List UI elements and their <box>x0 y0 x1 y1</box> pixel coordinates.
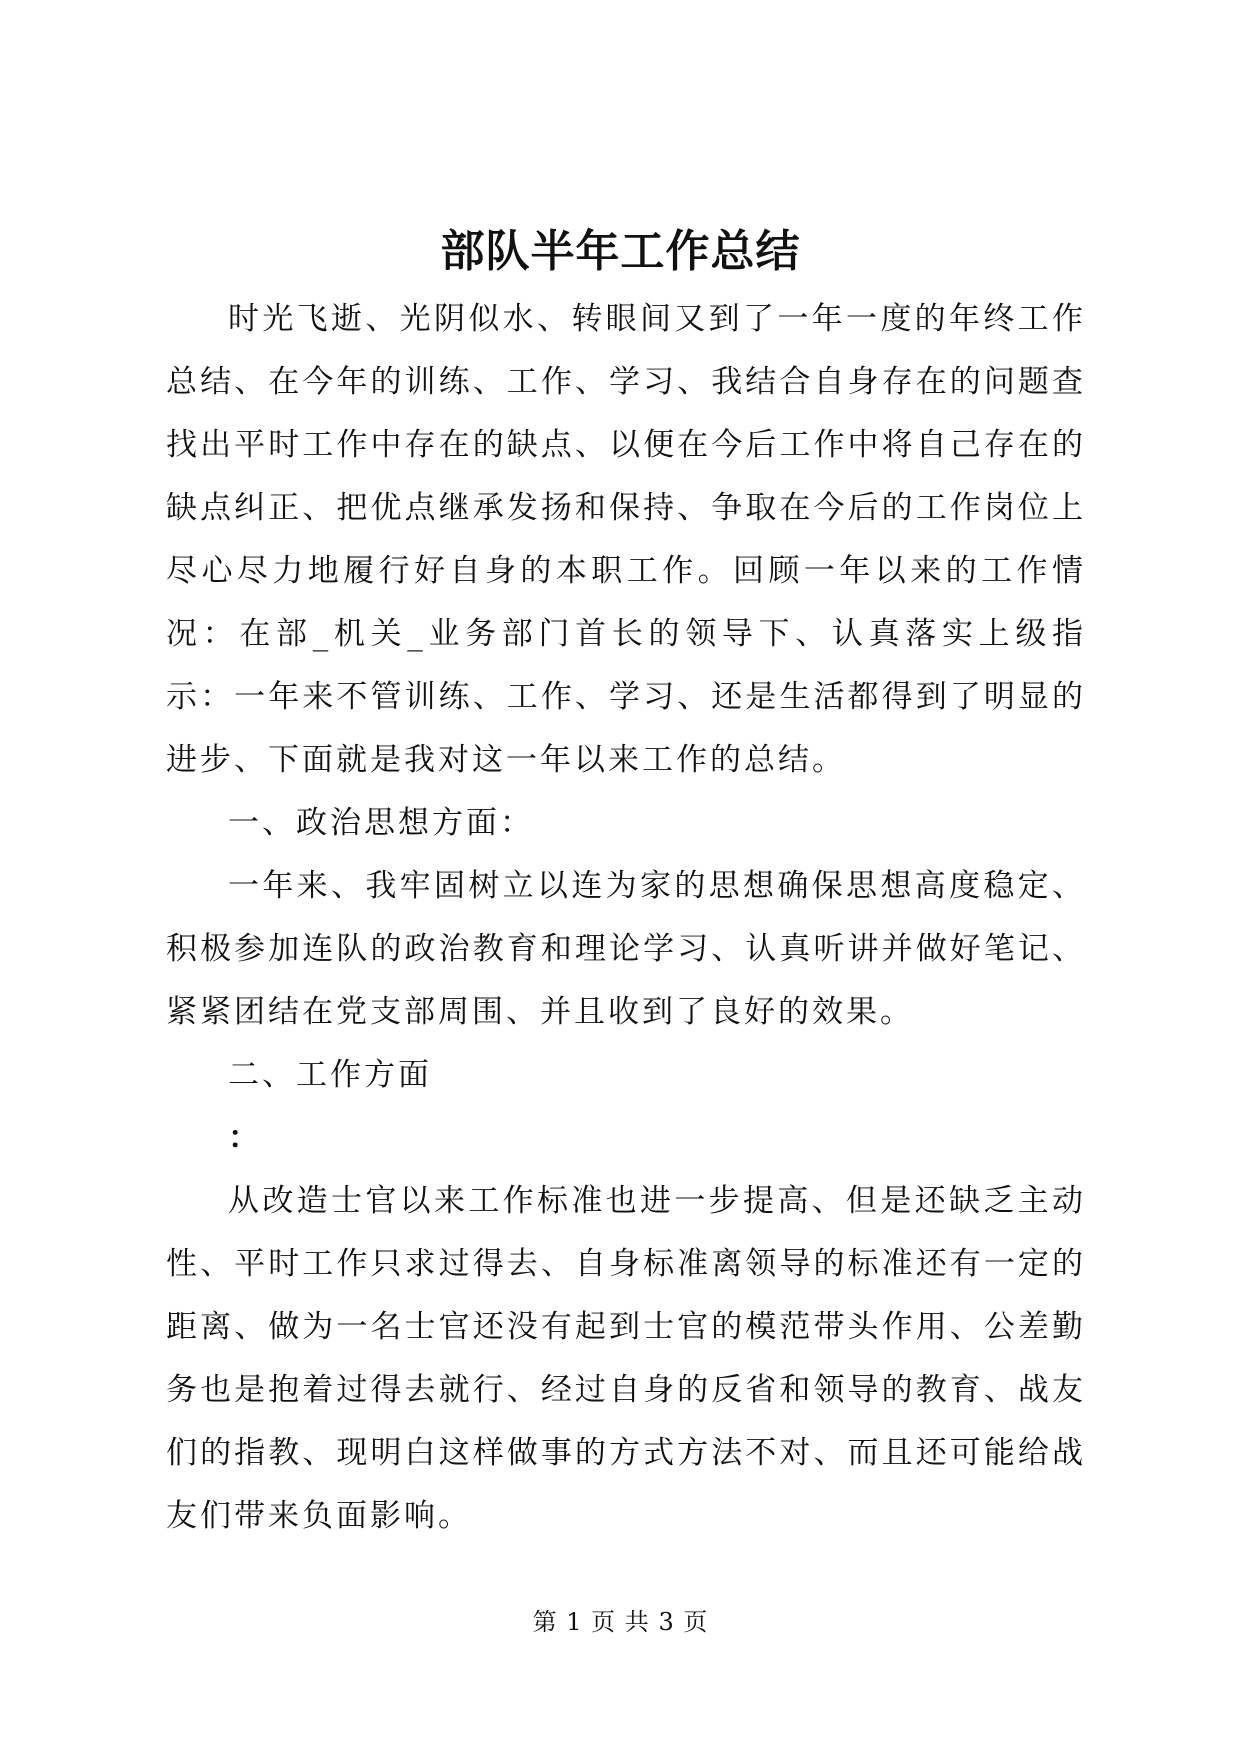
document-body <box>166 288 1086 1548</box>
document-title: 部队半年工作总结 <box>440 226 801 277</box>
section-heading-work-colon: ： <box>228 1120 262 1156</box>
work-paragraph: 从改造士官以来工作标准也进一步提高、但是还缺乏主动性、平时工作只求过得去、自身标准离领导的标准还有一定的距离、做为一名士官还没有起到士官的模范带头作用、公差勤务也是抱着过得去就行、经过自身的反省和领导的教育、战友们的指教、现明白这样做事的方式方法不对、而且还可能给战友们带来负面影响。 <box>166 1183 1086 1534</box>
page-footer: 第 1 页 共 3 页 <box>532 1608 709 1636</box>
politics-paragraph: 一年来、我牢固树立以连为家的思想确保思想高度稳定、积极参加连队的政治教育和理论学习、认真听讲并做好笔记、紧紧团结在党支部周围、并且收到了良好的效果。 <box>166 868 1086 1030</box>
intro-paragraph: 时光飞逝、光阴似水、转眼间又到了一年一度的年终工作总结、在今年的训练、工作、学习、我结合自身存在的问题查找出平时工作中存在的缺点、以便在今后工作中将自己存在的缺点纠正、把优点继承发扬和保持、争取在今后的工作岗位上尽心尽力地履行好自身的本职工作。回顾一年以来的工作情况：在部_机关_业务部门首长的领导下、认真落实上级指示：一年来不管训练、工作、学习、还是生活都得到了明显的进步、下面就是我对这一年以来工作的总结。 <box>166 301 1086 778</box>
section-heading-work: 二、工作方面 <box>228 1057 432 1093</box>
section-heading-politics: 一、政治思想方面： <box>228 805 534 841</box>
